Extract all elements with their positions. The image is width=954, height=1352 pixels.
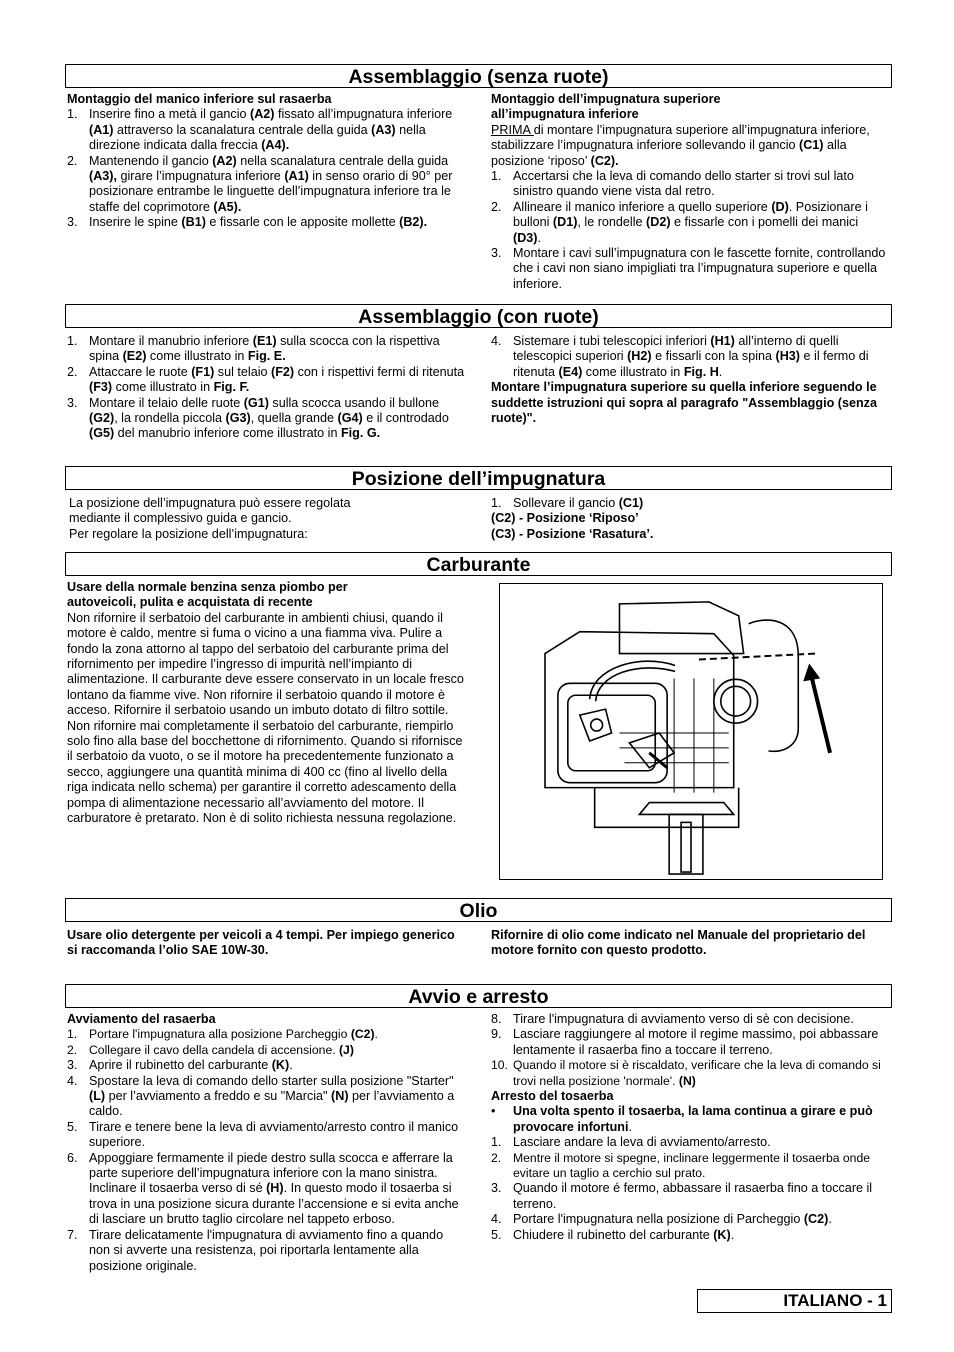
item-text: Accertarsi che la leva di comando dello starter si trovi sul lato sinistro quando viene vista dal retro. — [513, 169, 854, 199]
right-column — [491, 92, 889, 292]
item-number: 3. — [67, 1058, 78, 1073]
oil-left-text: Usare olio detergente per veicoli a 4 tempi. Per impiego generico si raccomanda l’olio SAE 10W-30. — [67, 928, 455, 958]
list-item — [67, 215, 465, 230]
item-text: Lasciare raggiungere al motore il regime massimo, poi abbassare lentamente il rasaerba fino a toccare il terreno. — [513, 1027, 879, 1057]
section-title-avvio-arresto: Avvio e arresto — [65, 984, 892, 1008]
item-text: Montare i cavi sull’impugnatura con le fascette fornite, controllando che i cavi non siano impigliati tra l’impugnatura superiore e quella inferiore. — [513, 246, 886, 291]
section-avvio-arresto — [65, 1008, 892, 1298]
item-number: 8. — [491, 1012, 502, 1026]
list-item — [491, 200, 889, 246]
subheading: Avviamento del rasaerba — [67, 1012, 216, 1026]
list-item — [491, 1012, 889, 1027]
item-text: Inserire le spine (B1) e fissarle con le apposite mollette (B2). — [89, 215, 428, 230]
section-title-carburante: Carburante — [65, 552, 892, 576]
text-line: (C2) - Posizione ‘Riposo’ — [491, 511, 639, 526]
step-list — [67, 1027, 465, 1274]
right-column — [491, 496, 889, 542]
item-text: Sistemare i tubi telescopici inferiori (H1) all’interno di quelli telescopici superiori (H2) e fissarli con la spina (H3) e il fermo di ritenuta (E4) come illustrato in Fig. H. — [513, 334, 869, 379]
subheading: Montaggio del manico inferiore sul rasaerba — [67, 92, 332, 106]
item-text: Collegare il cavo della candela di accensione. (J) — [89, 1042, 354, 1057]
item-number: 2. — [67, 364, 78, 379]
item-text: Mantenendo il gancio (A2) nella scanalatura centrale della guida (A3), girare l’impugnatura inferiore (A1) in senso orario di 90° per posizionare entrambe le linguette dell’impugnatura inferiore tra le staffe del coprimotore (A5). — [89, 153, 453, 214]
step-list — [491, 169, 889, 292]
item-text: Allineare il manico inferiore a quello superiore (D). Posizionare i bulloni (D1), le rondelle (D2) e fissarle con i pomelli dei manici (D3). — [513, 199, 868, 245]
list-item — [491, 334, 889, 380]
list-item — [491, 1104, 889, 1135]
item-text: Aprire il rubinetto del carburante (K). — [89, 1058, 293, 1073]
step-list — [67, 334, 465, 442]
list-item — [67, 1043, 465, 1058]
item-number: 3. — [67, 395, 78, 410]
left-column — [67, 92, 465, 231]
item-number: 4. — [67, 1073, 78, 1088]
item-number: 1. — [67, 1027, 78, 1042]
item-text: Tirare l'impugnatura di avviamento verso di sè con decisione. — [513, 1012, 854, 1026]
item-number: 5. — [67, 1119, 78, 1134]
left-column — [67, 1012, 465, 1274]
list-item — [67, 1074, 465, 1120]
item-number: 1. — [67, 107, 78, 122]
intro-paragraph: PRIMA di montare l’impugnatura superiore all’impugnatura inferiore, stabilizzare l’impugnatura inferiore sollevando il gancio (C1) alla posizione ‘riposo’ (C2). — [491, 122, 870, 168]
list-item — [67, 396, 465, 442]
subheading: Montaggio dell’impugnatura superiore — [491, 92, 721, 106]
subheading: all’impugnatura inferiore — [491, 107, 639, 122]
list-item — [67, 1151, 465, 1228]
list-item — [67, 1027, 465, 1042]
item-text: Attaccare le ruote (F1) sul telaio (F2) con i rispettivi fermi di ritenuta (F3) come illustrato in Fig. F. — [89, 364, 465, 395]
left-column — [69, 496, 467, 542]
item-number: 3. — [491, 1181, 502, 1196]
warning-list — [491, 1104, 889, 1135]
left-column — [67, 580, 465, 827]
item-text: Portare l'impugnatura nella posizione di Parcheggio (C2). — [513, 1212, 832, 1227]
subheading: Arresto del tosaerba — [491, 1089, 614, 1104]
item-number: 1. — [67, 334, 78, 348]
subheading: autoveicoli, pulita e acquistata di recente — [67, 595, 313, 610]
section-olio — [65, 922, 892, 984]
item-text: Una volta spento il tosaerba, la lama continua a girare e può provocare infortuni. — [513, 1104, 873, 1134]
oil-right-text: Rifornire di olio come indicato nel Manuale del proprietario del motore fornito con questo prodotto. — [491, 928, 866, 958]
page-footer-label: ITALIANO - 1 — [697, 1289, 892, 1313]
engine-drawing — [500, 584, 882, 879]
list-item — [491, 1027, 889, 1058]
subheading: Usare della normale benzina senza piombo per — [67, 580, 348, 594]
list-item — [67, 1228, 465, 1274]
list-item — [491, 1181, 889, 1212]
item-number: 6. — [67, 1150, 78, 1165]
item-number: 1. — [491, 169, 502, 184]
left-column — [67, 928, 465, 959]
section-title-assemblaggio-con-ruote: Assemblaggio (con ruote) — [65, 304, 892, 328]
section-assemblaggio-con-ruote — [65, 328, 892, 466]
item-text: Chiudere il rubinetto del carburante (K). — [513, 1227, 735, 1242]
item-number: 1. — [491, 1135, 502, 1150]
list-item — [491, 1135, 889, 1150]
item-number: 7. — [67, 1227, 78, 1242]
item-text: Portare l'impugnatura alla posizione Parcheggio (C2). — [89, 1027, 378, 1042]
right-column — [491, 1012, 889, 1243]
list-item — [491, 246, 889, 292]
list-item — [67, 1120, 465, 1151]
right-column — [491, 334, 889, 426]
item-number: 2. — [67, 153, 78, 168]
item-number: 4. — [491, 334, 502, 348]
item-text: Quando il motore é fermo, abbassare il rasaerba fino a toccare il terreno. — [513, 1181, 873, 1211]
step-list — [491, 1135, 889, 1243]
item-text: Spostare la leva di comando dello starter sulla posizione "Starter" (L) per l’avviamento a freddo e su "Marcia" (N) per l’avviamento a caldo. — [89, 1073, 455, 1119]
section-carburante — [65, 576, 892, 898]
section-assemblaggio-senza-ruote — [65, 88, 892, 304]
list-item — [67, 365, 465, 396]
item-text: Lasciare andare la leva di avviamento/arresto. — [513, 1135, 771, 1150]
item-text: Inserire fino a metà il gancio (A2) fissato all’impugnatura inferiore (A1) attraverso la scanalatura centrale della guida (A3) nella direzione indicata dalla freccia (A4). — [89, 107, 453, 153]
step-list — [491, 1012, 889, 1089]
step-list — [491, 334, 889, 380]
list-item — [67, 1058, 465, 1073]
text-line: La posizione dell’impugnatura può essere regolata — [69, 496, 351, 510]
item-text: Mentre il motore si spegne, inclinare leggermente il tosaerba onde evitare un taglio a cerchio sul prato. — [513, 1150, 871, 1181]
list-item — [67, 154, 465, 216]
section-title-posizione-impugnatura: Posizione dell’impugnatura — [65, 466, 892, 490]
item-text: Quando il motore si è riscaldato, verificare che la leva di comando si trovi nella posizione 'normale'. (N) — [513, 1058, 881, 1088]
text-line: Per regolare la posizione dell’impugnatura: — [69, 526, 308, 541]
left-column — [67, 334, 465, 442]
item-number: 10. — [491, 1058, 508, 1073]
section-title-assemblaggio-senza-ruote: Assemblaggio (senza ruote) — [65, 64, 892, 88]
item-text: Tirare e tenere bene la leva di avviamento/arresto contro il manico superiore. — [89, 1119, 459, 1150]
fuel-paragraph: Non rifornire il serbatoio del carburante in ambienti chiusi, quando il motore è caldo, mentre si fuma o vicino a una fiamma viva. Pulire a fondo la zona attorno al tappo del serbatoio del carburante prima del rifornimento per impedire l’ingresso di impurità nell’impianto di alimentazione. Il carburante deve essere conservato in un locale fresco lontano da fiamme vive. Non rifornire il serbatoio quando il motore è acceso. Rifornire il serbatoio usando un imbuto dotato di filtro sottile. Non rifornire mai completamente il serbatoio del carburante, riempirlo solo fino alla base del bocchettone di rifornimento. Quando si rifornisce il serbatoio da vuoto, o se il motore ha precedentemente funzionato a secco, aggiungere una quantità minima di 400 cc (fino al livello della riga indicata nello schema) per garantire il corretto adescamento della pompa di alimentazione necessario all’avviamento del motore. Il carburatore è pretarato. Non è di solito richiesta nessuna regolazione. — [67, 610, 464, 826]
item-number: 4. — [491, 1212, 502, 1227]
list-item — [491, 1151, 889, 1182]
item-number: 3. — [67, 215, 78, 230]
page — [65, 64, 892, 1298]
list-item — [67, 334, 465, 365]
engine-illustration — [499, 583, 883, 880]
list-item — [491, 1228, 889, 1243]
list-item — [491, 169, 889, 200]
item-number: 2. — [67, 1042, 78, 1057]
section-title-olio: Olio — [65, 898, 892, 922]
item-number: 3. — [491, 246, 502, 261]
right-column — [491, 928, 889, 959]
step-list — [67, 107, 465, 230]
item-number: 2. — [491, 1150, 502, 1165]
note-paragraph: Montare l’impugnatura superiore su quella inferiore seguendo le suddette istruzioni qui sopra al paragrafo "Assemblaggio (senza ruote)". — [491, 380, 877, 426]
section-posizione-impugnatura — [65, 490, 892, 552]
item-number: 9. — [491, 1027, 502, 1042]
list-item — [67, 107, 465, 153]
item-number: • — [491, 1104, 496, 1119]
item-text: Appoggiare fermamente il piede destro sulla scocca e afferrare la parte superiore dell’impugnatura inferiore con la mano sinistra. Inclinare il tosaerba verso di sé (H). In questo modo il tosaerba si trova in una posizione sicura durante l’accensione e si evita anche di lasciare un brutto taglio circolare nel tappeto erboso. — [89, 1150, 459, 1227]
list-item — [491, 1058, 889, 1089]
text-line: 1. Sollevare il gancio (C1) — [491, 496, 644, 510]
list-item — [491, 1212, 889, 1227]
text-line: (C3) - Posizione ‘Rasatura’. — [491, 526, 654, 541]
item-text: Montare il manubrio inferiore (E1) sulla scocca con la rispettiva spina (E2) come illustrato in Fig. E. — [89, 334, 440, 364]
item-text: Montare il telaio delle ruote (G1) sulla scocca usando il bullone (G2), la rondella piccola (G3), quella grande (G4) e il controdado (G5) del manubrio inferiore come illustrato in Fig. G. — [89, 395, 449, 441]
text-line: mediante il complessivo guida e gancio. — [69, 511, 292, 526]
item-text: Tirare delicatamente l'impugnatura di avviamento fino a quando non si avverte una resistenza, poi riportarla lentamente alla posizione originale. — [89, 1227, 444, 1273]
item-number: 5. — [491, 1227, 502, 1242]
item-number: 2. — [491, 199, 502, 214]
